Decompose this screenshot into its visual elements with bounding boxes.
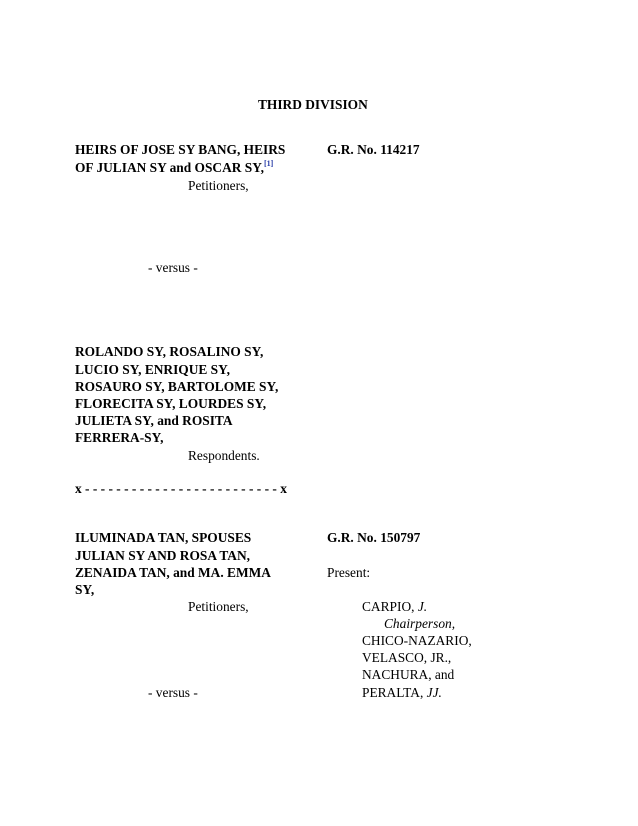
case2-parties-line: JULIAN SY AND ROSA TAN,	[75, 548, 250, 563]
case1-respondent-line: FERRERA-SY,	[75, 430, 164, 445]
justice-chairperson-title: Chairperson,	[384, 616, 456, 631]
footnote-ref-link[interactable]: [1]	[264, 159, 274, 168]
case1-petitioners-label: Petitioners,	[188, 178, 249, 193]
case1-gr-number: G.R. No. 114217	[327, 142, 420, 157]
case1-respondents-label: Respondents.	[188, 448, 260, 463]
case2-petitioners-label: Petitioners,	[188, 599, 249, 614]
case2-versus: - versus -	[148, 685, 198, 700]
case1-parties-line1: HEIRS OF JOSE SY BANG, HEIRS	[75, 142, 286, 157]
case1-respondent-line: ROSAURO SY, BARTOLOME SY,	[75, 379, 279, 394]
case2-gr-number: G.R. No. 150797	[327, 530, 421, 545]
case2-parties-line: ILUMINADA TAN, SPOUSES	[75, 530, 252, 545]
case1-parties-text: OF JULIAN SY and OSCAR SY,	[75, 160, 265, 175]
case1-respondent-line: ROLANDO SY, ROSALINO SY,	[75, 344, 264, 359]
division-heading: THIRD DIVISION	[258, 97, 368, 112]
case1-parties-line2	[75, 158, 273, 177]
case1-respondent-line: LUCIO SY, ENRIQUE SY,	[75, 362, 230, 377]
present-label: Present:	[327, 565, 371, 580]
case2-parties-line: SY,	[75, 582, 95, 597]
case2-parties-line: ZENAIDA TAN, and MA. EMMA	[75, 565, 271, 580]
justice-velasco: VELASCO, JR.,	[362, 650, 452, 665]
case1-versus: - versus -	[148, 260, 198, 275]
case1-respondent-line: FLORECITA SY, LOURDES SY,	[75, 396, 267, 411]
justice-nachura: NACHURA, and	[362, 667, 455, 682]
justice-carpio: CARPIO, J.	[362, 599, 428, 614]
justice-peralta: PERALTA, JJ.	[362, 685, 442, 700]
case1-respondent-line: JULIETA SY, and ROSITA	[75, 413, 233, 428]
justice-chico-nazario: CHICO-NAZARIO,	[362, 633, 472, 648]
case-separator: x - - - - - - - - - - - - - - - - - - - - - - - - - x	[75, 481, 287, 496]
